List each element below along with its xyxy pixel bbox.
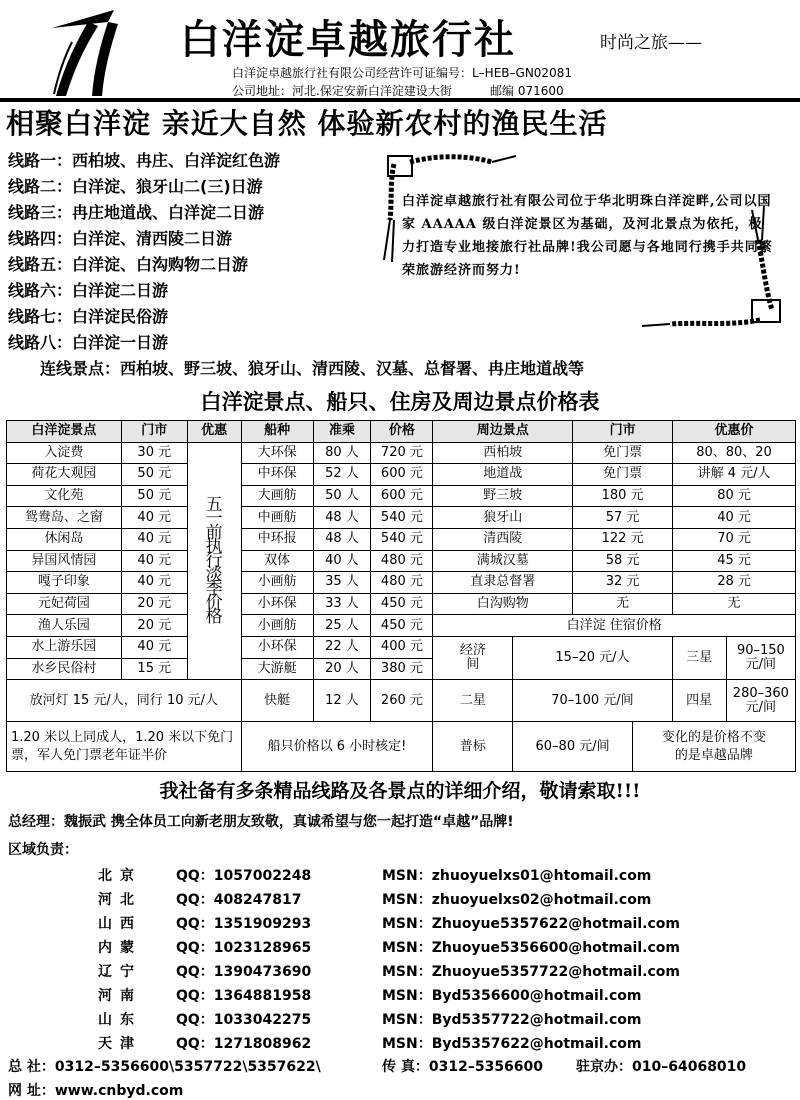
cell: 40 人 [313, 550, 371, 572]
cell: 540 元 [371, 528, 433, 550]
cell: 免门票 [573, 464, 673, 486]
cell: 600 元 [371, 464, 433, 486]
qq-number: QQ：1390473690 [176, 964, 312, 980]
route-item: 线路五：白洋淀、白沟购物二日游 [8, 255, 249, 274]
cell: 快艇 [241, 680, 313, 722]
qq-number: QQ：1033042275 [176, 1012, 312, 1028]
cell: 52 人 [313, 464, 371, 486]
msn-address: MSN：Byd5357622@hotmail.com [382, 1036, 642, 1052]
cell: 大游艇 [241, 658, 313, 680]
contact-row [0, 886, 800, 910]
cell: 122 元 [573, 528, 673, 550]
cell: 荷花大观园 [7, 464, 122, 486]
route-item: 线路七：白洋淀民俗游 [8, 307, 169, 326]
company-name: 白洋淀卓越旅行社 [180, 16, 516, 63]
table-row [7, 528, 796, 550]
cell: 中环保 [241, 464, 313, 486]
cell: 22 人 [313, 636, 371, 658]
cell: 720 元 [371, 442, 433, 464]
cell: 白沟购物 [433, 593, 573, 615]
cell: 40 元 [121, 636, 187, 658]
cell: 讲解 4 元/人 [673, 464, 796, 486]
license-number: 白洋淀卓越旅行社有限公司经营许可证编号：L–HEB–GN02081 [232, 66, 572, 80]
table-row [7, 722, 796, 772]
region-heading: 区域负责： [8, 842, 78, 858]
lodging-three-star-price: 90–150 元/间 [736, 643, 785, 673]
cell: 12 人 [313, 680, 371, 722]
table-row [7, 593, 796, 615]
cell: 15 元 [121, 658, 187, 680]
cell: 180 元 [573, 485, 673, 507]
msn-address: MSN：Zhuoyue5357722@hotmail.com [382, 964, 680, 980]
cell: 40 元 [121, 507, 187, 529]
cell: 无 [673, 593, 796, 615]
cell: 80 元 [673, 485, 796, 507]
headline: 相聚白洋淀 亲近大自然 体验新农村的渔民生活 [6, 107, 608, 140]
cell: 无 [573, 593, 673, 615]
route-item: 线路二：白洋淀、狼牙山二(三)日游 [8, 177, 263, 196]
route-item: 线路三：冉庄地道战、白洋淀二日游 [8, 203, 265, 222]
msn-address: MSN：Zhuoyue5357622@hotmail.com [382, 916, 680, 932]
lodging-two-star: 二星 [433, 680, 513, 721]
region-name: 河南 [98, 988, 142, 1004]
cell: 水上游乐园 [7, 636, 122, 658]
region-name: 山西 [98, 916, 142, 932]
cell: 50 元 [121, 464, 187, 486]
table-row [7, 572, 796, 594]
lodging-two-star-price: 70–100 元/间 [513, 680, 672, 721]
table-header: 周边景点 [433, 421, 573, 443]
contact-list [0, 862, 800, 1054]
table-header: 门市 [121, 421, 187, 443]
region-name: 山东 [98, 1012, 142, 1028]
table-header: 白洋淀景点 [7, 421, 122, 443]
lodging-standard: 普标 [433, 722, 513, 771]
table-row [7, 442, 796, 464]
lodging-three-star: 三星 [672, 637, 726, 679]
cell: 野三坡 [433, 485, 573, 507]
company-address: 公司地址：河北.保定安新白洋淀建设大街 [232, 84, 452, 98]
table-header: 门市 [573, 421, 673, 443]
cell: 48 人 [313, 528, 371, 550]
website[interactable]: 网 址：www.cnbyd.com [8, 1083, 184, 1099]
cell: 元妃荷园 [7, 593, 122, 615]
qq-number: QQ：1364881958 [176, 988, 312, 1004]
cell: 540 元 [371, 507, 433, 529]
contact-row [0, 934, 800, 958]
linked-spots: 连线景点：西柏坡、野三坡、狼牙山、清西陵、汉墓、总督署、冉庄地道战等 [40, 359, 585, 378]
cell: 80 人 [313, 442, 371, 464]
cell: 40 元 [121, 572, 187, 594]
table-row [7, 550, 796, 572]
table-header: 价格 [371, 421, 433, 443]
contact-row [0, 862, 800, 886]
brochure-offer: 我社备有多条精品线路及各景点的详细介绍，敬请索取!!! [159, 780, 641, 802]
cell: 450 元 [371, 615, 433, 637]
route-item: 线路八：白洋淀一日游 [8, 333, 169, 352]
price-table [6, 420, 796, 772]
cell: 30 元 [121, 442, 187, 464]
table-header: 准乘 [313, 421, 371, 443]
cell: 20 元 [121, 593, 187, 615]
region-name: 辽宁 [98, 964, 142, 980]
cell: 45 元 [673, 550, 796, 572]
price-table-title: 白洋淀景点、船只、住房及周边景点价格表 [200, 389, 600, 414]
cell: 40 元 [121, 528, 187, 550]
table-row [7, 464, 796, 486]
cell: 33 人 [313, 593, 371, 615]
cell: 380 元 [371, 658, 433, 680]
cell: 450 元 [371, 593, 433, 615]
cell: 休闲岛 [7, 528, 122, 550]
cell: 小画舫 [241, 615, 313, 637]
lodging-economy-block [433, 636, 796, 679]
region-name: 天津 [98, 1036, 142, 1052]
cell: 480 元 [371, 572, 433, 594]
lodging-standard-price: 60–80 元/间 [513, 722, 632, 771]
cell: 鸳鸯岛、之窗 [7, 507, 122, 529]
lantern-price: 放河灯 15 元/人，同行 10 元/人 [7, 680, 242, 722]
cell: 20 元 [121, 615, 187, 637]
msn-address: MSN：Zhuoyue5356600@hotmail.com [382, 940, 680, 956]
cell: 狼牙山 [433, 507, 573, 529]
cell: 80、80、20 [673, 442, 796, 464]
intro-text: 白洋淀卓越旅行社有限公司位于华北明珠白洋淀畔,公司以国家 AAAAA 级白洋淀景区为基础，及河北景点为依托，极力打造专业地接旅行社品牌!我公司愿与各地同行携手共同繁荣旅游经济而努力! [402, 194, 773, 278]
cell: 异国风情园 [7, 550, 122, 572]
cell: 400 元 [371, 636, 433, 658]
cell: 50 元 [121, 485, 187, 507]
cell: 直隶总督署 [433, 572, 573, 594]
company-intro [380, 150, 790, 330]
table-row [7, 680, 796, 722]
table-row [7, 636, 796, 658]
msn-address: MSN：Byd5356600@hotmail.com [382, 988, 642, 1004]
head-office-phone: 总 社：0312–5356600\5357722\5357622\ [8, 1059, 321, 1075]
cell: 50 人 [313, 485, 371, 507]
table-header: 优惠价 [673, 421, 796, 443]
cell: 600 元 [371, 485, 433, 507]
route-item: 线路四：白洋淀、清西陵二日游 [8, 229, 233, 248]
cell: 32 元 [573, 572, 673, 594]
region-name: 河北 [98, 892, 142, 908]
lodging-title: 白洋淀 住宿价格 [433, 615, 796, 637]
cell: 免门票 [573, 442, 673, 464]
route-item: 线路六：白洋淀二日游 [8, 281, 169, 300]
lodging-star-block [433, 680, 796, 722]
cell: 58 元 [573, 550, 673, 572]
contact-row [0, 982, 800, 1006]
cell: 文化苑 [7, 485, 122, 507]
cell: 28 元 [673, 572, 796, 594]
route-item: 线路一：西柏坡、冉庄、白洋淀红色游 [8, 151, 281, 170]
table-header-row [7, 421, 796, 443]
cell: 260 元 [371, 680, 433, 722]
cell: 渔人乐园 [7, 615, 122, 637]
cell: 满城汉墓 [433, 550, 573, 572]
general-manager: 总经理：魏振武 携全体员工向新老朋友致敬，真诚希望与您一起打造“卓越”品牌! [8, 814, 514, 830]
qq-number: QQ：1023128965 [176, 940, 312, 956]
table-header: 优惠 [187, 421, 241, 443]
cell: 双体 [241, 550, 313, 572]
fax-number: 传 真：0312–5356600 [382, 1059, 544, 1075]
contact-row [0, 1030, 800, 1054]
cell: 48 人 [313, 507, 371, 529]
cell: 地道战 [433, 464, 573, 486]
cell: 40 元 [673, 507, 796, 529]
msn-address: MSN：Byd5357722@hotmail.com [382, 1012, 642, 1028]
qq-number: QQ：1057002248 [176, 868, 312, 884]
brand-motto: 变化的是价格不变的是卓越品牌 [661, 729, 766, 763]
contact-row [0, 910, 800, 934]
beijing-office-phone: 驻京办：010–64068010 [576, 1059, 747, 1075]
cell: 480 元 [371, 550, 433, 572]
cell: 西柏坡 [433, 442, 573, 464]
cell: 35 人 [313, 572, 371, 594]
region-name: 北京 [98, 868, 142, 884]
lodging-four-star: 四星 [672, 680, 726, 721]
contact-row [0, 958, 800, 982]
cell: 20 人 [313, 658, 371, 680]
zip-code: 邮编 071600 [490, 84, 564, 98]
boat-note: 船只价格以 6 小时核定! [241, 722, 433, 772]
cell: 70 元 [673, 528, 796, 550]
qq-number: QQ：408247817 [176, 892, 302, 908]
table-row [7, 507, 796, 529]
cell: 小环保 [241, 593, 313, 615]
table-row [7, 615, 796, 637]
cell: 入淀费 [7, 442, 122, 464]
msn-address: MSN：zhuoyuelxs02@hotmail.com [382, 892, 652, 908]
lodging-standard-block [433, 722, 796, 772]
msn-address: MSN：zhuoyuelxs01@htomail.com [382, 868, 652, 884]
discount-note: 五一前执行淡季价格 [187, 442, 241, 680]
company-logo [44, 6, 128, 98]
cell: 中环报 [241, 528, 313, 550]
table-row [7, 485, 796, 507]
lodging-economy: 经济间 [433, 637, 513, 679]
cell: 水乡民俗村 [7, 658, 122, 680]
region-name: 内蒙 [98, 940, 142, 956]
cell: 小画舫 [241, 572, 313, 594]
cell: 大环保 [241, 442, 313, 464]
contact-row [0, 1006, 800, 1030]
cell: 嘎子印象 [7, 572, 122, 594]
cell: 25 人 [313, 615, 371, 637]
cell: 中画舫 [241, 507, 313, 529]
qq-number: QQ：1351909293 [176, 916, 312, 932]
cell: 小环保 [241, 636, 313, 658]
route-list [8, 148, 280, 356]
cell: 40 元 [121, 550, 187, 572]
slogan: 时尚之旅—— [600, 33, 702, 53]
table-header: 船种 [241, 421, 313, 443]
cell: 大画舫 [241, 485, 313, 507]
qq-number: QQ：1271808962 [176, 1036, 312, 1052]
lodging-four-star-price: 280–360 元/间 [732, 685, 789, 715]
cell: 57 元 [573, 507, 673, 529]
cell: 清西陵 [433, 528, 573, 550]
lodging-economy-price: 15–20 元/人 [513, 637, 672, 679]
child-note: 1.20 米以上同成人，1.20 米以下免门票，军人免门票老年证半价 [7, 722, 242, 772]
